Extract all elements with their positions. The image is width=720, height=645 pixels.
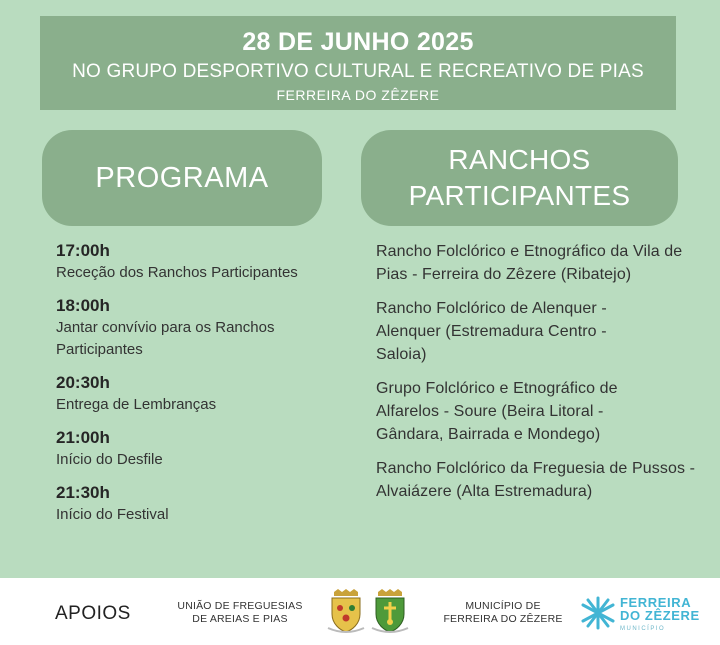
event-place: FERREIRA DO ZÊZERE <box>276 87 440 103</box>
municipio-label <box>438 600 568 626</box>
program-desc: Jantar convívio para os Ranchos Participantes <box>56 319 275 358</box>
sponsors-footer <box>0 578 720 645</box>
logo-sub: MUNICÍPIO <box>620 626 666 632</box>
event-venue: NO GRUPO DESPORTIVO CULTURAL E RECREATIVO DE PIAS <box>72 61 644 82</box>
program-item <box>56 372 346 416</box>
program-time: 20:30h <box>56 373 110 392</box>
apoios-label: APOIOS <box>55 603 131 624</box>
program-title <box>42 130 322 226</box>
uniao-freguesias-label <box>175 600 305 626</box>
program-item <box>56 240 346 284</box>
program-desc: Receção dos Ranchos Participantes <box>56 264 298 281</box>
ranchos-list <box>376 240 706 514</box>
ferreira-logo-text <box>620 596 700 636</box>
freguesia-crest-icon <box>326 588 366 639</box>
program-item <box>56 295 346 361</box>
municipio-line2: FERREIRA DO ZÊZERE <box>443 613 563 625</box>
event-date: 28 DE JUNHO 2025 <box>242 28 474 56</box>
program-list <box>56 240 346 537</box>
ranchos-title-line2: PARTICIPANTES <box>408 180 631 211</box>
program-time: 21:00h <box>56 428 110 447</box>
logo-line1: FERREIRA <box>620 595 692 610</box>
municipio-crest-icon <box>370 588 410 639</box>
uniao-line2: DE AREIAS E PIAS <box>192 613 288 625</box>
ranchos-title-line1: RANCHOS <box>448 144 591 175</box>
program-time: 18:00h <box>56 296 110 315</box>
program-desc: Entrega de Lembranças <box>56 396 217 413</box>
rancho-item: Rancho Folclórico da Freguesia de Pussos - Alvaiázere (Alta Estremadura) <box>376 460 696 500</box>
program-item <box>56 482 346 526</box>
rancho-item: Rancho Folclórico de Alenquer - Alenquer (Estremadura Centro - Saloia) <box>376 300 607 363</box>
program-desc: Início do Desfile <box>56 451 163 468</box>
logo-line2: DO ZÊZERE <box>620 608 700 623</box>
program-time: 21:30h <box>56 483 110 502</box>
program-title-text: PROGRAMA <box>95 161 269 194</box>
rancho-item: Grupo Folclórico e Etnográfico de Alfarelos - Soure (Beira Litoral - Gândara, Bairrada e Mondego) <box>376 380 618 443</box>
program-desc: Início do Festival <box>56 506 169 523</box>
rancho-item: Rancho Folclórico e Etnográfico da Vila de Pias - Ferreira do Zêzere (Ribatejo) <box>376 243 683 283</box>
program-item <box>56 427 346 471</box>
municipio-line1: MUNICÍPIO DE <box>465 600 541 612</box>
ranchos-title <box>361 130 678 226</box>
ferreira-logo-icon <box>580 596 616 635</box>
program-time: 17:00h <box>56 241 110 260</box>
event-header <box>40 16 676 110</box>
uniao-line1: UNIÃO DE FREGUESIAS <box>177 600 303 612</box>
